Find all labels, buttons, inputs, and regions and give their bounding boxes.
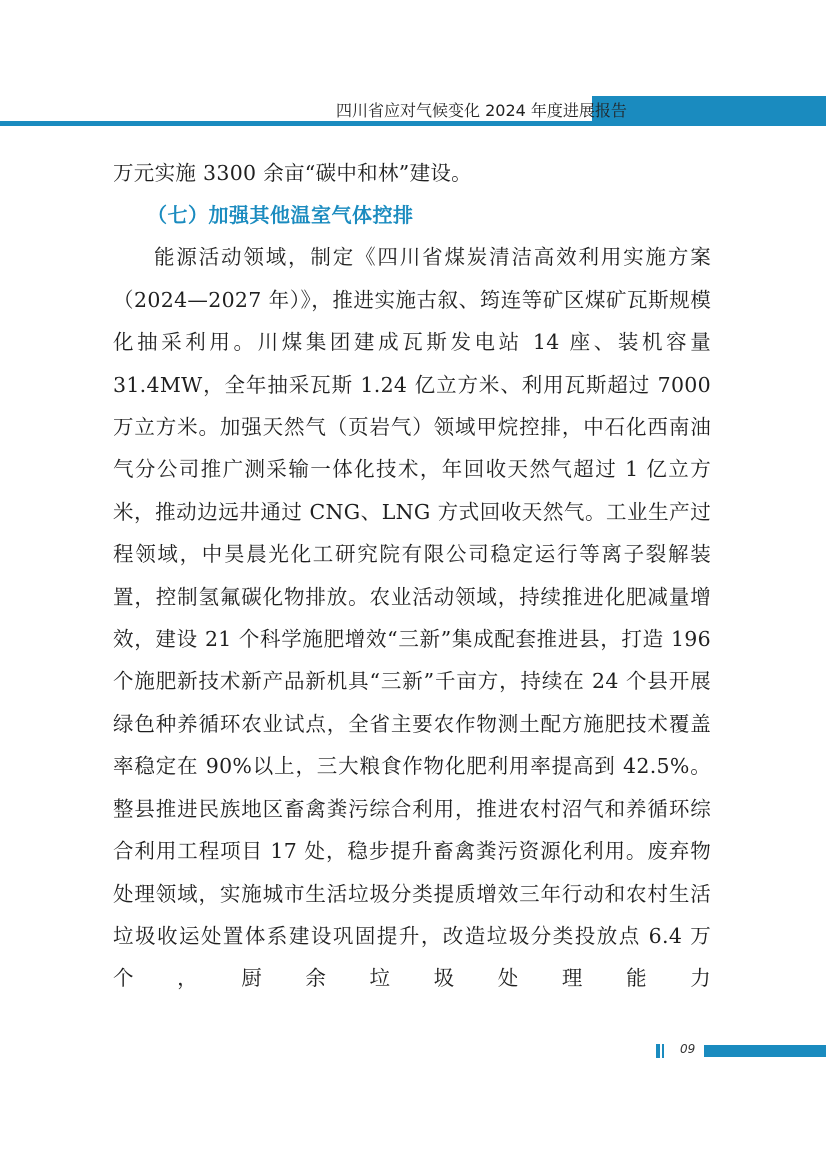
page-body [113, 152, 711, 1000]
header-rule [0, 121, 590, 126]
continuation-text: 万元实施 3300 余亩“碳中和林”建设。 [113, 161, 472, 185]
body-paragraph: 能源活动领域，制定《四川省煤炭清洁高效利用实施方案（2024—2027 年）》，推进实施古叙、筠连等矿区煤矿瓦斯规模化抽采利用。川煤集团建成瓦斯发电站 14 座、装机容量 31.4MW，全年抽采瓦斯 1.24 亿立方米、利用瓦斯超过 7000 万立方米。加强天然气（页岩气）领域甲烷控排，中石化西南油气分公司推广测采输一体化技术，年回收天然气超过 1 亿立方米，推动边远井通过 CNG、LNG 方式回收天然气。工业生产过程领域，中昊晨光化工研究院有限公司稳定运行等离子裂解装置，控制氢氟碳化物排放。农业活动领域，持续推进化肥减量增效，建设 21 个科学施肥增效“三新”集成配套推进县，打造 196 个施肥新技术新产品新机具“三新”千亩方，持续在 24 个县开展绿色种养循环农业试点，全省主要农作物测土配方施肥技术覆盖率稳定在 90%以上，三大粮食作物化肥利用率提高到 42.5%。整县推进民族地区畜禽粪污综合利用，推进农村沼气和养循环综合利用工程项目 17 处，稳步提升畜禽粪污资源化利用。废弃物处理领域，实施城市生活垃圾分类提质增效三年行动和农村生活垃圾收运处置体系建设巩固提升，改造垃圾分类投放点 6.4 万个，厨余垃圾处理能力 [113, 245, 711, 991]
footer-rule [704, 1045, 826, 1057]
section-heading: （七）加强其他温室气体控排 [147, 203, 414, 228]
page-number: 09 [680, 1042, 696, 1056]
running-header-title: 四川省应对气候变化 2024 年度进展报告 [336, 101, 627, 120]
footer-marker [656, 1044, 660, 1058]
footer-marker-thin [662, 1044, 664, 1058]
